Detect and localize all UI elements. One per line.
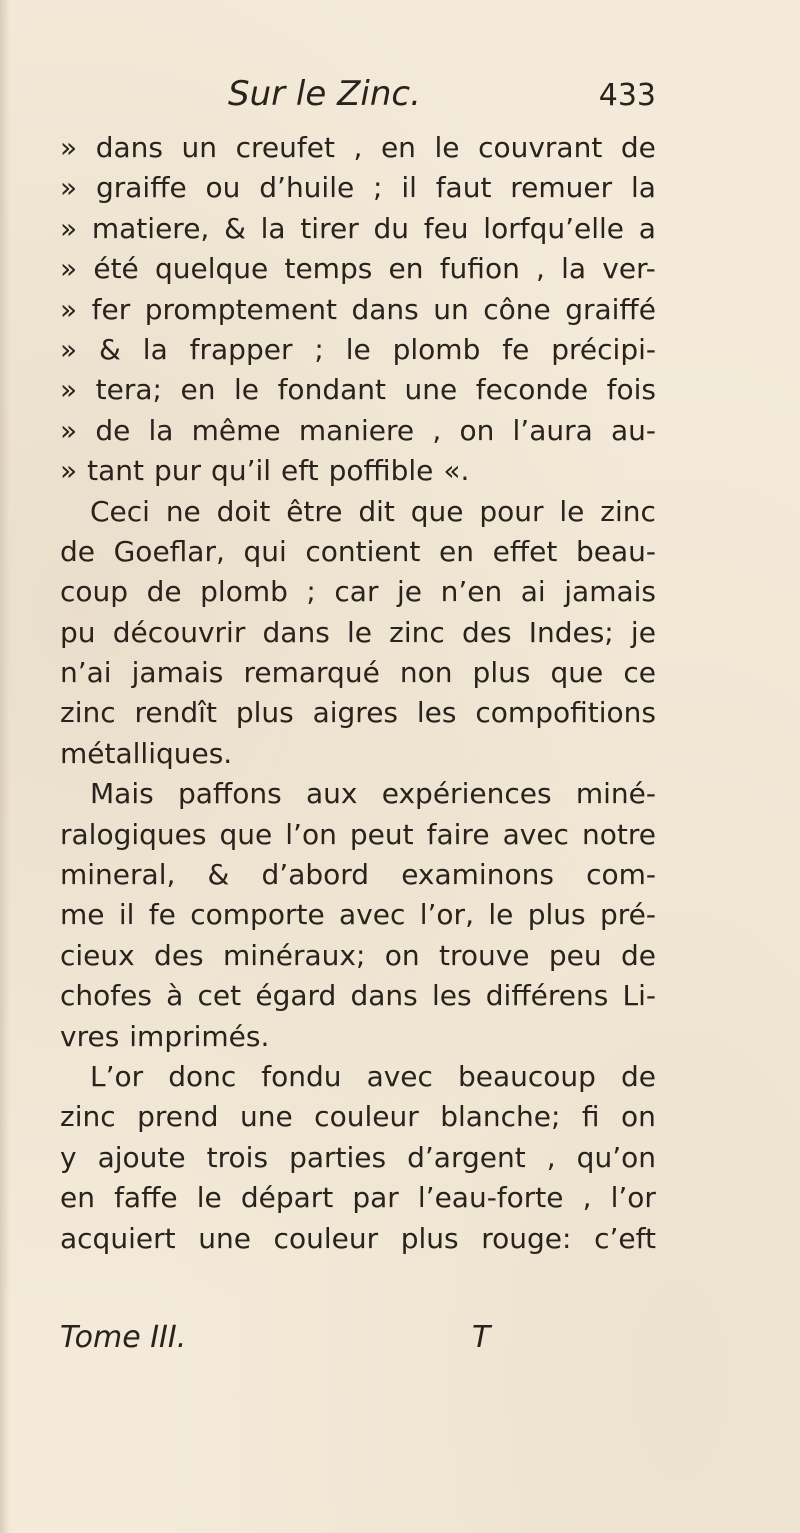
- word: non: [399, 656, 453, 690]
- word: zinc: [60, 1100, 116, 1134]
- word: aux: [305, 777, 358, 811]
- page-number: 433: [598, 78, 656, 113]
- word: »: [60, 332, 78, 366]
- word: à: [166, 979, 184, 1013]
- word: tera;: [95, 373, 162, 407]
- word: Goeflar,: [113, 534, 225, 568]
- word: compofitions: [475, 696, 656, 730]
- word: Ceci: [90, 494, 150, 528]
- word: ajoute: [97, 1140, 186, 1174]
- word: le: [346, 615, 372, 649]
- word: graiffé: [565, 292, 656, 326]
- word: fois: [606, 373, 656, 407]
- word: la: [148, 413, 174, 447]
- word: je: [630, 615, 656, 649]
- word: coup: [60, 575, 129, 609]
- word: d’huile: [259, 171, 355, 205]
- word: on: [384, 938, 420, 972]
- word: les: [416, 696, 457, 730]
- word: lorfqu’elle: [483, 211, 625, 245]
- word: ,: [536, 252, 545, 286]
- word: une: [198, 1221, 251, 1255]
- text-line: [60, 895, 656, 935]
- word: la: [260, 211, 286, 245]
- word: beaucoup: [457, 1059, 596, 1093]
- word: le: [488, 898, 514, 932]
- text-line: [60, 532, 656, 572]
- text-line: [60, 815, 656, 855]
- word: me: [60, 898, 105, 932]
- word: com-: [586, 858, 656, 892]
- word: une: [404, 373, 458, 407]
- word: fe: [148, 898, 176, 932]
- text-line: [60, 451, 656, 491]
- word: »: [60, 454, 78, 488]
- word: découvrir: [112, 615, 246, 649]
- word: métalliques.: [60, 736, 233, 770]
- word: faffe: [114, 1181, 178, 1215]
- word: cet: [197, 979, 242, 1013]
- word: feconde: [475, 373, 589, 407]
- word: ou: [205, 171, 241, 205]
- word: aigres: [312, 696, 399, 730]
- word: ;: [314, 332, 324, 366]
- word: L’or: [90, 1059, 144, 1093]
- word: rendît: [134, 696, 217, 730]
- word: ,: [546, 1140, 556, 1174]
- word: Indes;: [528, 615, 614, 649]
- word: plus: [235, 696, 294, 730]
- word: expériences: [381, 777, 552, 811]
- word: l’on: [285, 817, 337, 851]
- word: paffons: [177, 777, 282, 811]
- text-line: [60, 976, 656, 1016]
- word: par: [352, 1181, 399, 1215]
- word: être: [286, 494, 343, 528]
- text-line: [60, 290, 656, 330]
- text-line: [60, 492, 656, 532]
- word: rouge:: [481, 1221, 572, 1255]
- text-line: [60, 1219, 656, 1259]
- word: dans: [262, 615, 330, 649]
- word: acquiert: [60, 1221, 176, 1255]
- word: mineral,: [60, 858, 176, 892]
- word: plomb: [200, 575, 288, 609]
- word: un: [181, 131, 218, 164]
- word: beau-: [575, 534, 656, 568]
- word: pu: [60, 615, 96, 649]
- word: fi: [581, 1100, 600, 1134]
- word: le: [196, 1181, 222, 1215]
- word: pour: [479, 494, 544, 528]
- word: que: [219, 817, 273, 851]
- word: égard: [255, 979, 337, 1013]
- word: fer: [91, 292, 131, 326]
- word: couleur: [314, 1100, 419, 1134]
- word: avec: [339, 898, 406, 932]
- word: au-: [610, 413, 656, 447]
- word: on: [621, 1100, 656, 1134]
- text-line: [60, 411, 656, 451]
- word: &: [207, 858, 230, 892]
- word: temps: [284, 252, 373, 286]
- word: plus: [527, 898, 586, 932]
- text-line: [60, 209, 656, 249]
- text-line: [60, 330, 656, 370]
- word: en: [60, 1181, 95, 1215]
- word: d’abord: [261, 858, 370, 892]
- word: avec: [366, 1059, 433, 1093]
- word: le: [559, 494, 585, 528]
- word: départ: [240, 1181, 334, 1215]
- word: précipi-: [551, 332, 656, 366]
- word: donc: [168, 1059, 237, 1093]
- word: de: [620, 1059, 656, 1093]
- word: matiere,: [91, 211, 210, 245]
- word: ai: [520, 575, 546, 609]
- word: effet: [492, 534, 558, 568]
- word: trouve: [438, 938, 530, 972]
- word: minéraux;: [222, 938, 366, 972]
- word: &: [224, 211, 246, 245]
- word: même: [191, 413, 281, 447]
- word: remuer: [510, 171, 613, 205]
- word: »: [60, 252, 78, 286]
- word: plus: [400, 1221, 459, 1255]
- text-line: [60, 1178, 656, 1218]
- word: dit: [358, 494, 395, 528]
- word: »: [60, 211, 78, 245]
- word: le: [434, 131, 460, 164]
- word: dans: [95, 131, 163, 164]
- text-line: [60, 1057, 656, 1097]
- word: que: [550, 656, 604, 690]
- word: prend: [137, 1100, 219, 1134]
- word: je: [397, 575, 423, 609]
- word: faut: [435, 171, 492, 205]
- word: dans: [350, 979, 418, 1013]
- word: maniere: [298, 413, 415, 447]
- word: tirer: [300, 211, 359, 245]
- word: de: [620, 131, 656, 164]
- text-line: [60, 613, 656, 653]
- word: de: [620, 938, 656, 972]
- word: tant: [87, 454, 145, 488]
- word: blanche;: [440, 1100, 561, 1134]
- word: l’eau-forte: [417, 1181, 564, 1215]
- word: cieux: [60, 938, 135, 972]
- word: il: [118, 898, 135, 932]
- word: peut: [349, 817, 414, 851]
- word: de: [146, 575, 182, 609]
- word: ,: [582, 1181, 592, 1215]
- word: doit: [216, 494, 271, 528]
- text-line: [60, 249, 656, 289]
- page-header: [60, 72, 656, 122]
- word: faire: [426, 817, 490, 851]
- word: jamais: [131, 656, 224, 690]
- word: en: [180, 373, 216, 407]
- word: des: [154, 938, 204, 972]
- text-line: [60, 653, 656, 693]
- word: la: [142, 332, 168, 366]
- page-footer: [60, 1316, 656, 1360]
- word: »: [60, 292, 78, 326]
- text-line: [60, 1017, 656, 1057]
- word: parties: [289, 1140, 387, 1174]
- word: fufion: [439, 252, 520, 286]
- word: d’argent: [407, 1140, 526, 1174]
- word: pré-: [599, 898, 656, 932]
- word: du: [373, 211, 409, 245]
- word: graiffe: [95, 171, 187, 205]
- word: »: [60, 373, 78, 407]
- word: eft: [281, 454, 319, 488]
- word: quelque: [154, 252, 269, 286]
- word: qu’il: [211, 454, 272, 488]
- word: fondant: [277, 373, 386, 407]
- running-title: Sur le Zinc.: [228, 74, 421, 114]
- word: le: [345, 332, 371, 366]
- word: ;: [373, 171, 383, 205]
- word: creufet: [235, 131, 335, 164]
- word: qu’on: [576, 1140, 656, 1174]
- text-line: [60, 1097, 656, 1137]
- word: cône: [483, 292, 551, 326]
- word: »: [60, 131, 78, 164]
- word: l’aura: [512, 413, 593, 447]
- word: pur: [154, 454, 202, 488]
- word: on: [459, 413, 495, 447]
- word: zinc: [600, 494, 656, 528]
- word: ver-: [602, 252, 656, 286]
- word: dans: [351, 292, 419, 326]
- word: ce: [623, 656, 656, 690]
- word: ,: [432, 413, 442, 447]
- text-line: [60, 128, 656, 168]
- page-spine-shadow: [0, 0, 10, 1533]
- word: n’ai: [60, 656, 112, 690]
- word: poffible: [328, 454, 434, 488]
- word: ,: [353, 131, 363, 164]
- word: vres: [60, 1019, 120, 1053]
- word: feu: [423, 211, 469, 245]
- word: en: [380, 131, 416, 164]
- text-line: [60, 774, 656, 814]
- word: le: [234, 373, 260, 407]
- word: a: [638, 211, 656, 245]
- word: couleur: [273, 1221, 379, 1255]
- word: couvrant: [478, 131, 603, 164]
- word: des: [461, 615, 512, 649]
- word: une: [239, 1100, 293, 1134]
- word: y: [60, 1140, 77, 1174]
- word: «.: [443, 454, 470, 488]
- word: en: [388, 252, 424, 286]
- word: Li-: [622, 979, 656, 1013]
- word: zinc: [389, 615, 445, 649]
- word: ;: [306, 575, 316, 609]
- text-line: [60, 572, 656, 612]
- word: »: [60, 171, 78, 205]
- text-line: [60, 370, 656, 410]
- word: Mais: [90, 777, 154, 811]
- word: notre: [581, 817, 656, 851]
- word: remarqué: [243, 656, 380, 690]
- word: avec: [502, 817, 569, 851]
- word: il: [401, 171, 417, 205]
- word: »: [60, 413, 78, 447]
- word: car: [334, 575, 379, 609]
- word: peu: [548, 938, 602, 972]
- word: ne: [165, 494, 201, 528]
- word: fe: [502, 332, 530, 366]
- word: plus: [472, 656, 531, 690]
- word: l’or,: [419, 898, 474, 932]
- signature-mark: T: [472, 1320, 491, 1355]
- word: examinons: [401, 858, 554, 892]
- word: miné-: [575, 777, 656, 811]
- word: la: [631, 171, 656, 205]
- word: de: [60, 534, 95, 568]
- text-line: [60, 693, 656, 733]
- word: ralogiques: [60, 817, 207, 851]
- volume-label: Tome III.: [60, 1320, 187, 1355]
- word: promptement: [144, 292, 337, 326]
- word: n’en: [440, 575, 503, 609]
- body-text: [60, 128, 656, 1259]
- word: c’eft: [594, 1221, 656, 1255]
- word: trois: [206, 1140, 269, 1174]
- word: &: [99, 332, 121, 366]
- word: frapper: [189, 332, 293, 366]
- word: différens: [485, 979, 609, 1013]
- word: un: [433, 292, 469, 326]
- word: zinc: [60, 696, 116, 730]
- word: de: [95, 413, 131, 447]
- text-line: [60, 734, 656, 774]
- word: contient: [305, 534, 421, 568]
- word: chofes: [60, 979, 152, 1013]
- word: qui: [243, 534, 287, 568]
- text-line: [60, 1138, 656, 1178]
- word: comporte: [190, 898, 325, 932]
- word: en: [439, 534, 474, 568]
- word: la: [561, 252, 587, 286]
- word: l’or: [610, 1181, 656, 1215]
- word: que: [410, 494, 464, 528]
- word: fondu: [261, 1059, 342, 1093]
- word: été: [93, 252, 139, 286]
- word: jamais: [564, 575, 656, 609]
- word: les: [431, 979, 472, 1013]
- text-line: [60, 855, 656, 895]
- text-line: [60, 168, 656, 208]
- word: plomb: [392, 332, 481, 366]
- word: imprimés.: [129, 1019, 270, 1053]
- text-line: [60, 936, 656, 976]
